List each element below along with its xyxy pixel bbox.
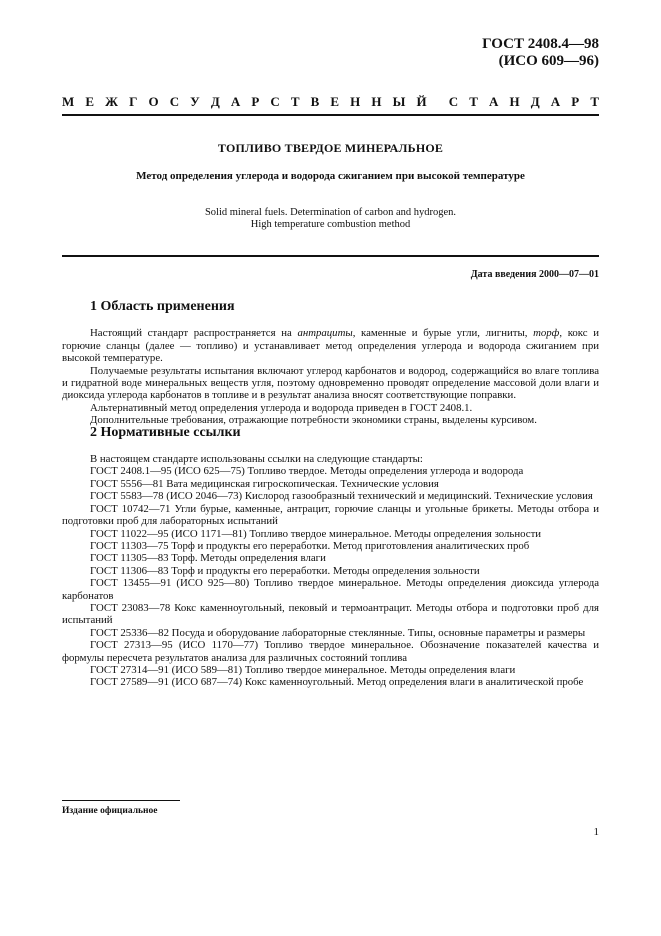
section-1-paragraph-2: Получаемые результаты испытания включают углерод карбонатов и водород, содержащийся во влаге топлива и гидратной воде минеральных веществ угля, поэтому одновременно проводят определение массовой доли влаги и диоксида углерода карбонатов в топливе и в результат анализа вносят соответствующие поправки. bbox=[62, 364, 599, 402]
banner-letter: Г bbox=[129, 94, 138, 109]
official-edition-note: Издание официальное bbox=[62, 806, 158, 816]
section-1-paragraph-3: Альтернативный метод определения углерода и водорода приведен в ГОСТ 2408.1. bbox=[90, 401, 473, 414]
reference-item: ГОСТ 13455—91 (ИСО 925—80) Топливо твердое минеральное. Методы определения диоксида углерода карбонатов bbox=[62, 577, 599, 602]
banner-letter: А bbox=[489, 94, 499, 109]
reference-item: ГОСТ 11022—95 (ИСО 1171—81) Топливо твердое минеральное. Методы определения зольности bbox=[90, 527, 542, 540]
reference-item: ГОСТ 5556—81 Вата медицинская гигроскопическая. Технические условия bbox=[90, 477, 439, 490]
references-list bbox=[62, 453, 599, 689]
interstate-standard-banner bbox=[62, 94, 599, 110]
banner-letter: Т bbox=[469, 94, 478, 109]
standard-code-gost: ГОСТ 2408.4—98 bbox=[482, 36, 599, 52]
reference-item: ГОСТ 11305—83 Торф. Методы определения влаги bbox=[90, 552, 326, 565]
references-intro: В настоящем стандарте использованы ссылки на следующие стандарты: bbox=[90, 453, 423, 466]
introduction-date: Дата введения 2000—07—01 bbox=[470, 269, 599, 280]
section-1-paragraph-1 bbox=[62, 327, 599, 364]
banner-letter: Н bbox=[350, 94, 361, 109]
section-1-heading: 1 Область применения bbox=[90, 299, 235, 314]
reference-item: ГОСТ 2408.1—95 (ИСО 625—75) Топливо твердое. Методы определения углерода и водорода bbox=[90, 465, 524, 478]
banner-letter: Д bbox=[210, 94, 220, 109]
banner-letter: А bbox=[550, 94, 561, 109]
english-title-line1: Solid mineral fuels. Determination of carbon and hydrogen. bbox=[204, 207, 457, 218]
reference-item: ГОСТ 27589—91 (ИСО 687—74) Кокс каменноугольный. Метод определения влаги в аналитической пробе bbox=[90, 676, 584, 689]
document-title: ТОПЛИВО ТВЕРДОЕ МИНЕРАЛЬНОЕ bbox=[217, 141, 444, 155]
reference-item: ГОСТ 27314—91 (ИСО 589—81) Топливо твердое минеральное. Методы определения влаги bbox=[90, 663, 516, 676]
banner-letter: О bbox=[148, 94, 159, 109]
reference-item: ГОСТ 11303—75 Торф и продукты его переработки. Метод приготовления аналитических проб bbox=[90, 539, 530, 552]
english-title bbox=[62, 207, 599, 231]
banner-letter: В bbox=[310, 94, 320, 109]
reference-item: ГОСТ 11306—83 Торф и продукты его переработки. Методы определения зольности bbox=[90, 564, 480, 577]
footer-rule bbox=[62, 800, 180, 801]
banner-letter: Т bbox=[290, 94, 300, 109]
banner-letter: Р bbox=[251, 94, 260, 109]
reference-item: ГОСТ 5583—78 (ИСО 2046—73) Кислород газообразный технический и медицинский. Технические условия bbox=[90, 490, 593, 503]
banner-letter: Ы bbox=[392, 94, 406, 109]
reference-item: ГОСТ 10742—71 Угли бурые, каменные, антрацит, горючие сланцы и угольные брикеты. Методы отбора и подготовки проб для лабораторных испытаний bbox=[62, 502, 599, 528]
banner-letter: Р bbox=[571, 94, 580, 109]
top-rule bbox=[62, 114, 599, 116]
banner-letter: Д bbox=[530, 94, 540, 109]
english-title-line2: High temperature combustion method bbox=[250, 219, 411, 230]
reference-item: ГОСТ 25336—82 Посуда и оборудование лабораторные стеклянные. Типы, основные параметры и размеры bbox=[90, 626, 586, 639]
reference-item: ГОСТ 27313—95 (ИСО 1170—77) Топливо твердое минеральное. Обозначение показателей качества и формулы пересчета результатов анализа для различных состояний топлива bbox=[62, 639, 599, 664]
banner-letter: Е bbox=[330, 94, 340, 109]
reference-item: ГОСТ 23083—78 Кокс каменноугольный, пековый и термоантрацит. Методы отбора и подготовки проб для испытаний bbox=[62, 601, 599, 627]
banner-letter: Н bbox=[371, 94, 382, 109]
banner-letter: Н bbox=[509, 94, 520, 109]
section-1-paragraph-4: Дополнительные требования, отражающие потребности экономики страны, выделены курсивом. bbox=[90, 414, 537, 427]
banner-letter: Й bbox=[416, 94, 427, 109]
title-block-rule bbox=[62, 255, 599, 257]
banner-letter: У bbox=[190, 94, 200, 109]
text-run: , каменные и бурые угли, лигниты, bbox=[352, 327, 534, 340]
banner-letter: А bbox=[230, 94, 241, 109]
banner-letter: С bbox=[270, 94, 280, 109]
banner-letter: М bbox=[62, 94, 75, 109]
text-run: Настоящий стандарт распространяется на bbox=[90, 327, 298, 340]
banner-letter: С bbox=[448, 94, 459, 109]
section-2-heading: 2 Нормативные ссылки bbox=[90, 424, 241, 440]
standard-code bbox=[482, 36, 599, 70]
banner-letter: С bbox=[169, 94, 180, 109]
document-body bbox=[62, 301, 599, 689]
banner-letter: Ж bbox=[105, 94, 118, 109]
text-run: , кокс и горючие сланцы (далее — топливо) и устанавливает метод определения углерода и водорода сжиганием при высокой температуре. bbox=[62, 327, 599, 365]
banner-letter: Т bbox=[590, 94, 599, 109]
italic-run: торф bbox=[533, 327, 560, 340]
page-number: 1 bbox=[593, 826, 599, 838]
document-subtitle: Метод определения углерода и водорода сжиганием при высокой температуре bbox=[136, 170, 525, 182]
standard-code-iso: (ИСО 609—96) bbox=[498, 53, 599, 69]
italic-run: антрациты bbox=[297, 327, 353, 340]
banner-letter: Е bbox=[85, 94, 95, 109]
